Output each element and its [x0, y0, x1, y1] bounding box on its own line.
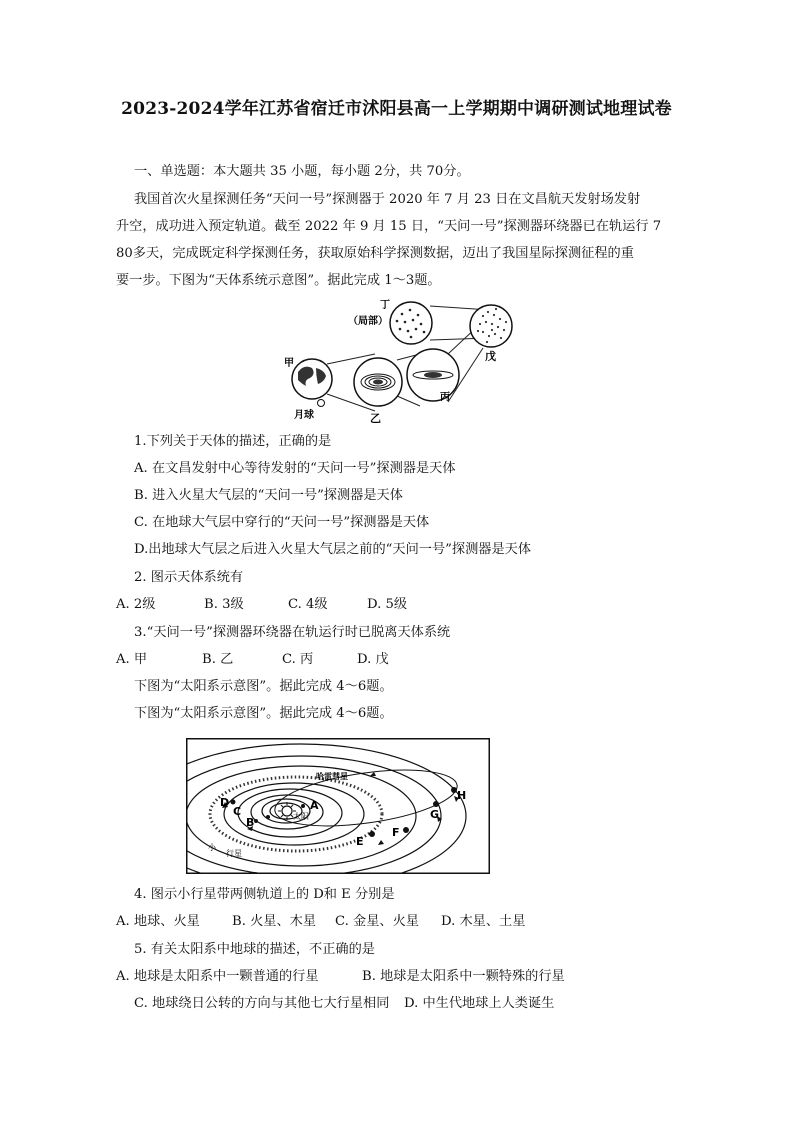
intro-line-3: 80多天，完成既定科学探测任务，获取原始科学探测数据，迈出了我国星际探测征程的重: [116, 246, 634, 261]
celestial-system-figure: [280, 296, 525, 426]
q1-stem: 1.下列关于天体的描述，正确的是: [134, 434, 332, 449]
q5-option-b: B. 地球是太阳系中一颗特殊的行星: [362, 969, 565, 984]
label-C: C: [233, 805, 242, 818]
label-moon: 月球: [294, 410, 314, 421]
label-halley-comet: 哈雷彗星: [316, 772, 348, 781]
label-sun: 太阳: [293, 812, 309, 821]
q4-option-c: C. 金星、火星: [335, 914, 419, 929]
intro-line-4: 要一步。下图为“天体系统示意图”。据此完成 1～3题。: [116, 273, 441, 288]
q1-option-b: B. 进入火星大气层的“天问一号”探测器是天体: [134, 488, 403, 503]
label-asteroid-1: 小: [208, 843, 216, 852]
intro-line-2: 升空，成功进入预定轨道。截至 2022 年 9 月 15 日，“天问一号”探测器环绕器已在轨运行 7: [116, 219, 662, 234]
q1-option-a: A. 在文昌发射中心等待发射的“天问一号”探测器是天体: [134, 461, 456, 476]
q4-option-b: B. 火星、木星: [232, 914, 317, 929]
lead-line-1: 下图为“太阳系示意图”。据此完成 4～6题。: [134, 679, 393, 694]
q3-stem: 3.“天问一号”探测器环绕器在轨运行时已脱离天体系统: [134, 625, 451, 640]
label-B: B: [246, 816, 255, 829]
q5-option-c: C. 地球绕日公转的方向与其他七大行星相同: [134, 996, 390, 1011]
q1-option-d: D.出地球大气层之后进入火星大气层之前的“天问一号”探测器是天体: [134, 542, 532, 557]
q3-option-a: A. 甲: [116, 652, 148, 667]
q3-option-b: B. 乙: [202, 652, 234, 667]
q1-option-c: C. 在地球大气层中穿行的“天问一号”探测器是天体: [134, 515, 430, 530]
label-F: F: [392, 826, 400, 839]
intro-line-1: 我国首次火星探测任务“天问一号”探测器于 2020 年 7 月 23 日在文昌航天发射场发射: [134, 192, 641, 207]
section-heading: 一、单选题：本大题共 35 小题，每小题 2分，共 70分。: [134, 164, 470, 179]
label-G: G: [430, 808, 440, 821]
q2-option-b: B. 3级: [204, 597, 244, 612]
label-E: E: [356, 835, 364, 848]
q4-option-d: D. 木星、土星: [441, 914, 526, 929]
q3-option-c: C. 丙: [282, 652, 314, 667]
q2-option-c: C. 4级: [288, 597, 328, 612]
label-jubu: （局部）: [348, 316, 388, 327]
label-A: A: [310, 799, 319, 812]
q5-option-a: A. 地球是太阳系中一颗普通的行星: [116, 969, 319, 984]
universe-circle: [470, 305, 512, 347]
label-wu: 戊: [485, 350, 496, 363]
q4-stem: 4. 图示小行星带两侧轨道上的 D和 E 分别是: [134, 887, 395, 902]
label-asteroid-2: 行星: [226, 849, 242, 858]
q5-option-d: D. 中生代地球上人类诞生: [404, 996, 555, 1011]
label-yi: 乙: [370, 412, 381, 425]
q2-option-d: D. 5级: [367, 597, 408, 612]
label-bing: 丙: [440, 392, 450, 403]
page-title: 2023-2024学年江苏省宿迁市沭阳县高一上学期期中调研测试地理试卷: [121, 99, 672, 119]
label-H: H: [457, 789, 467, 802]
label-D: D: [220, 796, 230, 809]
q5-stem: 5. 有关太阳系中地球的描述，不正确的是: [134, 942, 375, 957]
q4-option-a: A. 地球、火星: [116, 914, 200, 929]
q2-stem: 2. 图示天体系统有: [134, 570, 244, 585]
label-jia: 甲: [284, 358, 294, 369]
q3-option-d: D. 戊: [357, 652, 389, 667]
q2-option-a: A. 2级: [116, 597, 156, 612]
solar-system-figure: [186, 738, 490, 874]
lead-line-2: 下图为“太阳系示意图”。据此完成 4～6题。: [134, 706, 393, 721]
label-ding: 丁: [380, 300, 390, 311]
